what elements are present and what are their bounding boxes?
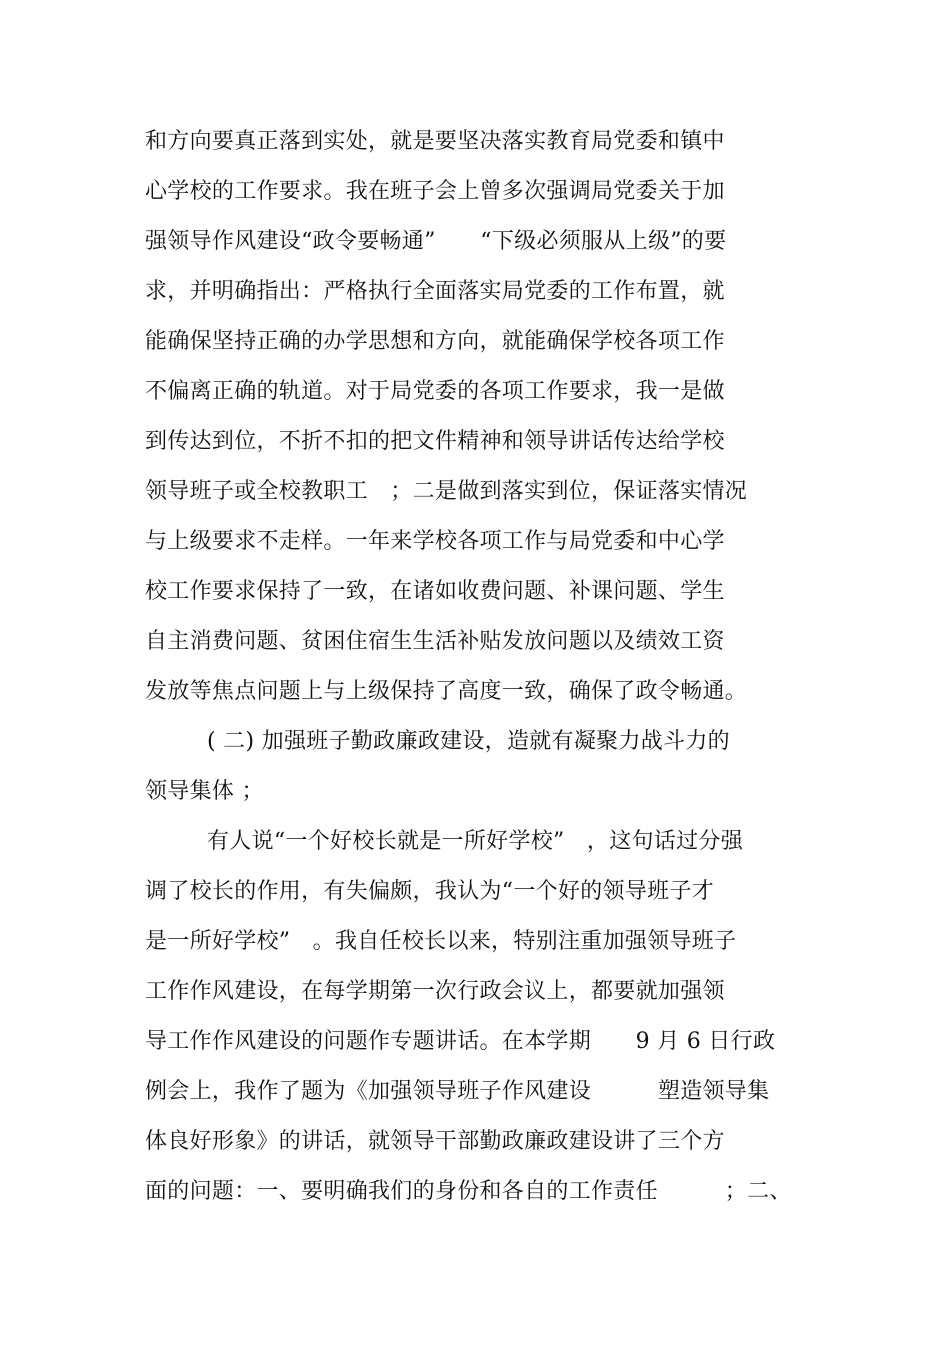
text-line: 校工作要求保持了一致，在诸如收费问题、补课问题、学生	[145, 579, 725, 604]
text-line: 体良好形象》的讲话，就领导干部勤政廉政建设讲了三个方	[145, 1129, 725, 1154]
text-line: 自主消费问题、贫困住宿生生活补贴发放问题以及绩效工资	[145, 629, 725, 654]
text-line: 调了校长的作用，有失偏颇，我认为“一个好的领导班子才	[145, 879, 715, 904]
text-line: 不偏离正确的轨道。对于局党委的各项工作要求，我一是做	[145, 379, 725, 404]
text-line: 是一所好学校” 。我自任校长以来，特别注重加强领导班子	[145, 929, 737, 954]
text-line: 例会上，我作了题为《加强领导班子作风建设 塑造领导集	[145, 1079, 770, 1104]
section-heading: ( 二) 加强班子勤政廉政建设，造就有凝聚力战斗力的	[207, 729, 730, 754]
text-line: 和方向要真正落到实处，就是要坚决落实教育局党委和镇中	[145, 129, 725, 154]
text-line: 能确保坚持正确的办学思想和方向，就能确保学校各项工作	[145, 329, 725, 354]
text-line: 面的问题：一、要明确我们的身份和各自的工作责任 ；二、	[145, 1179, 792, 1204]
text-line: 导工作作风建设的问题作专题讲话。在本学期 9 月 6 日行政	[145, 1029, 776, 1054]
text-line: 求，并明确指出：严格执行全面落实局党委的工作布置，就	[145, 279, 725, 304]
text-line: 发放等焦点问题上与上级保持了高度一致，确保了政令畅通。	[145, 679, 748, 704]
text-line: 强领导作风建设“政令要畅通” “下级必须服从上级”的要	[145, 229, 727, 254]
text-line: 与上级要求不走样。一年来学校各项工作与局党委和中心学	[145, 529, 725, 554]
section-heading-continued: 领导集体 ；	[145, 779, 264, 804]
text-line: 到传达到位，不折不扣的把文件精神和领导讲话传达给学校	[145, 429, 725, 454]
text-line: 工作作风建设，在每学期第一次行政会议上，都要就加强领	[145, 979, 725, 1004]
paragraph-start: 有人说“一个好校长就是一所好学校” ，这句话过分强	[207, 829, 743, 854]
text-line: 心学校的工作要求。我在班子会上曾多次强调局党委关于加	[145, 179, 725, 204]
text-line: 领导班子或全校教职工 ；二是做到落实到位，保证落实情况	[145, 479, 748, 504]
